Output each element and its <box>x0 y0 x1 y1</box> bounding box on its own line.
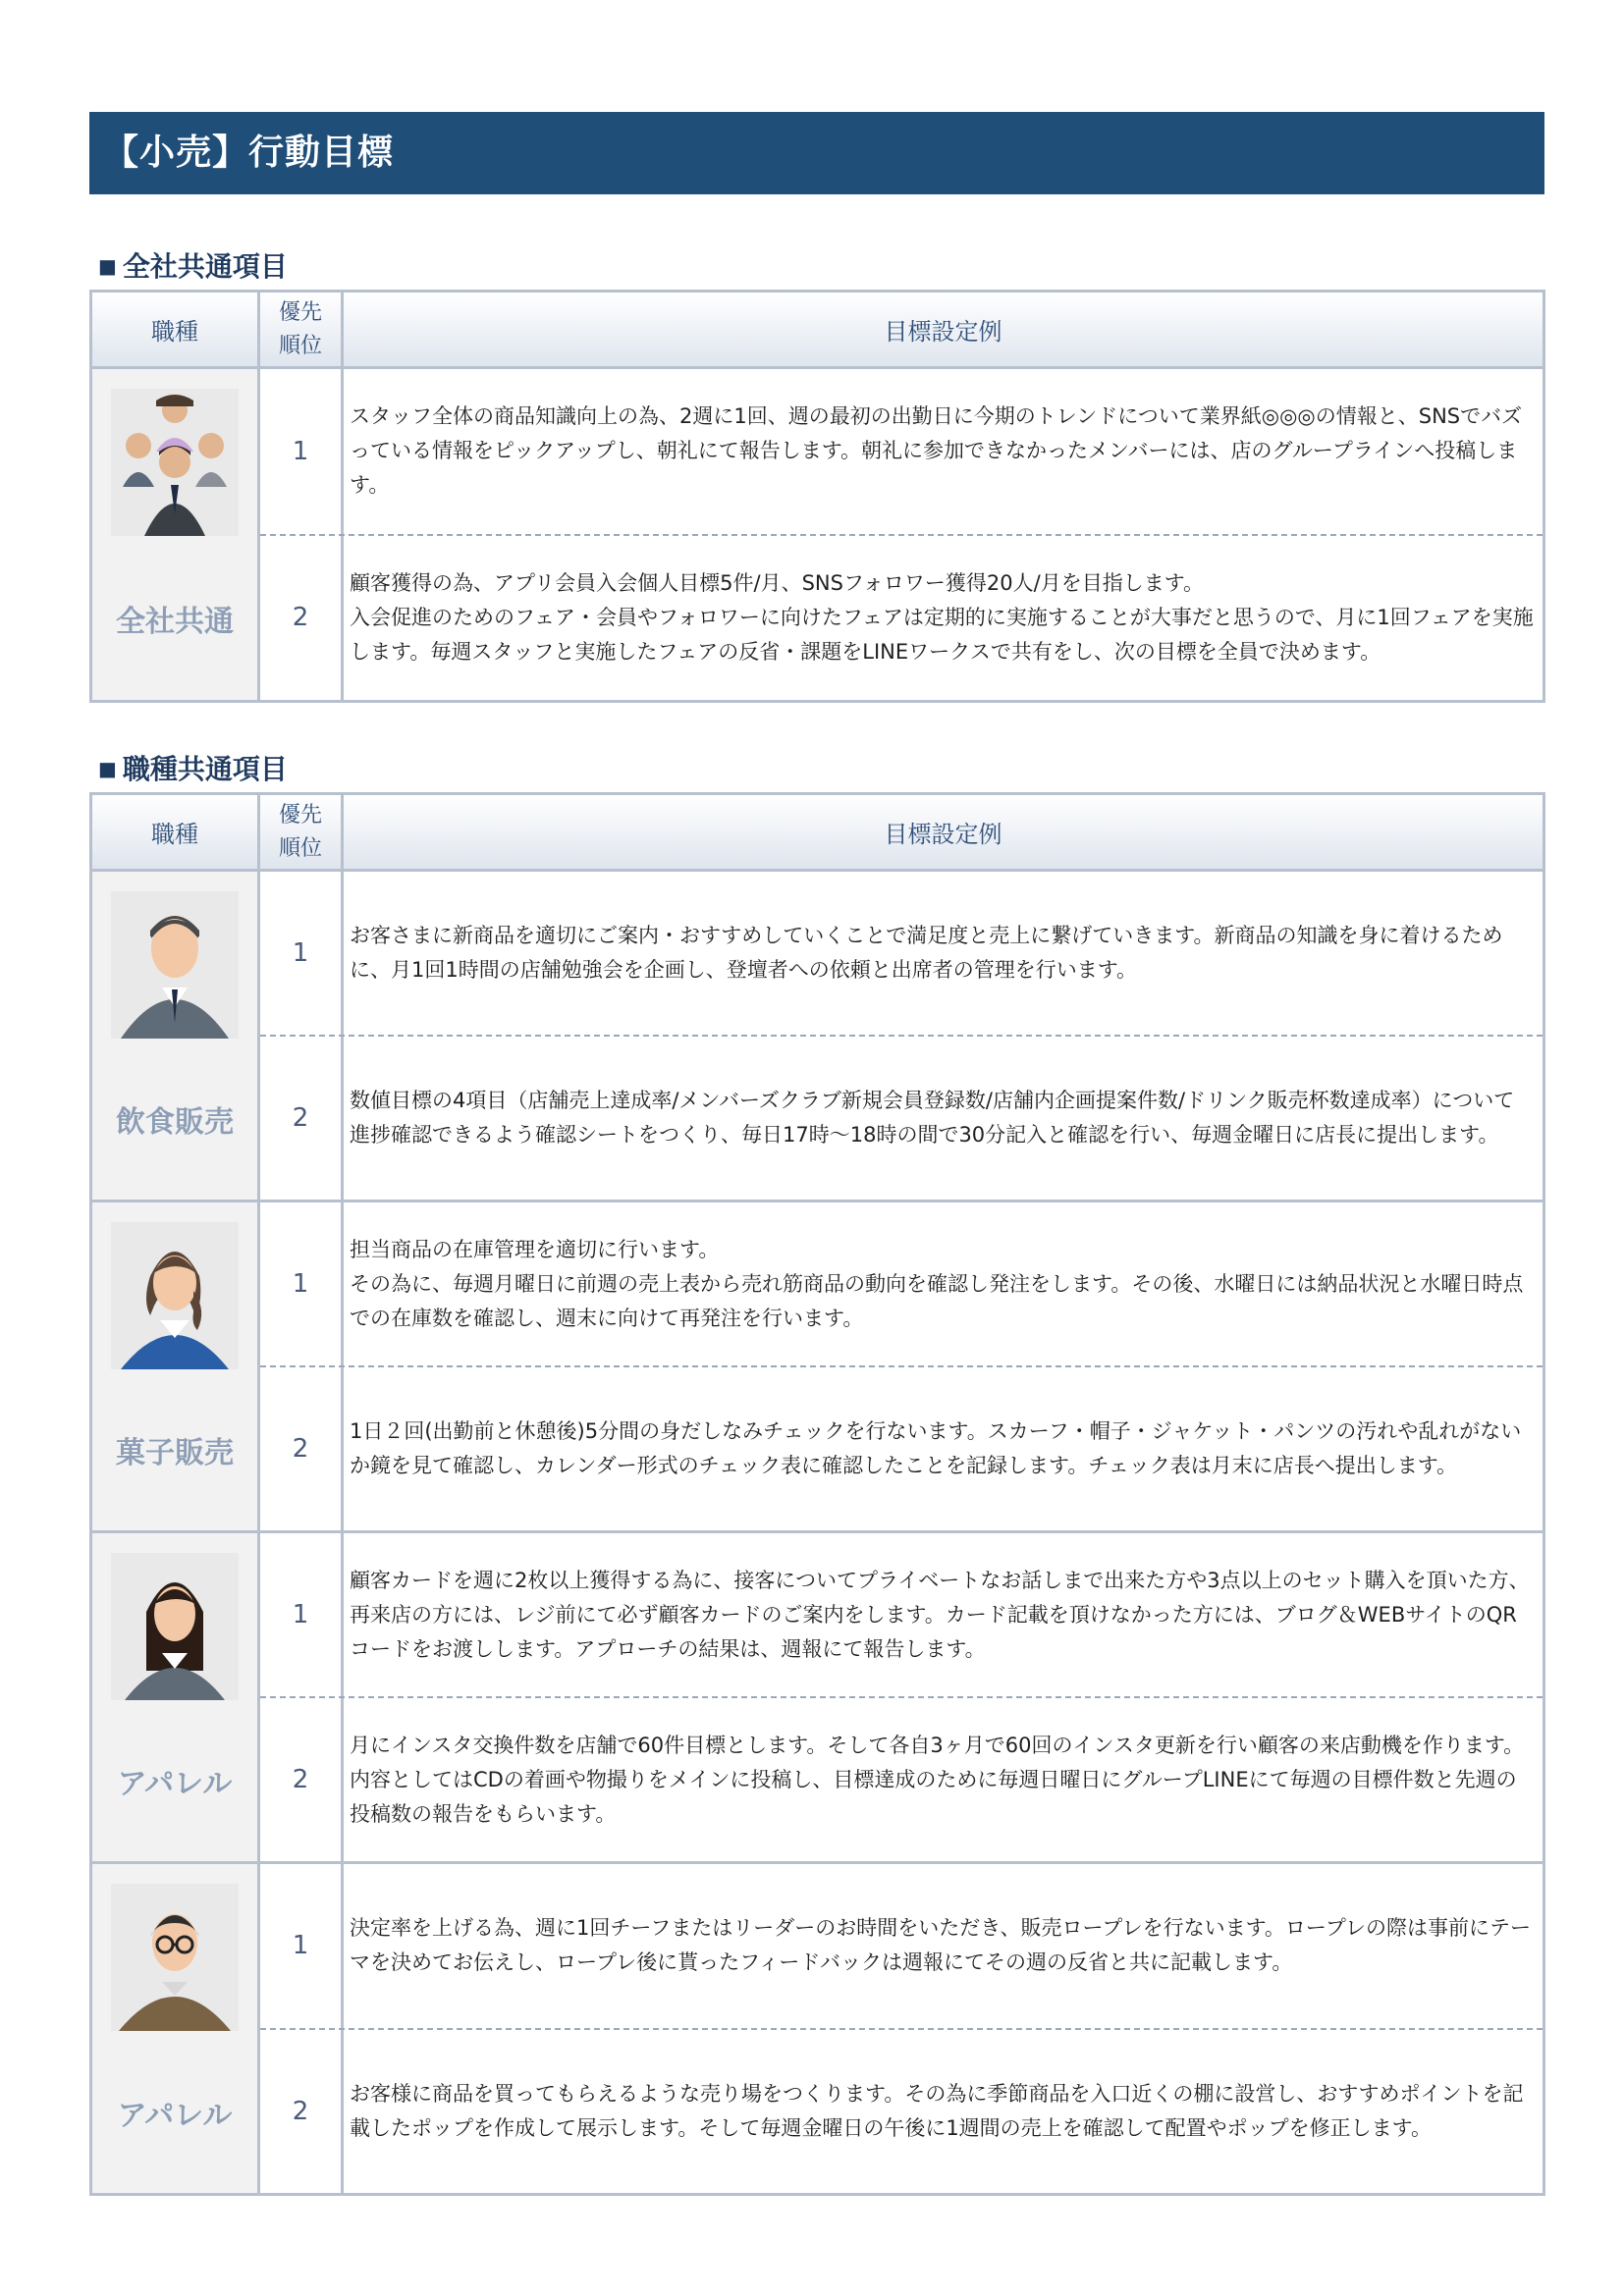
role-label: アパレル <box>117 1767 233 1801</box>
section-heading-label: 職種共通項目 <box>122 753 288 785</box>
priority-cell: 1 <box>260 872 344 1035</box>
priority-cell: 2 <box>260 1037 344 1200</box>
role-cell <box>92 1533 260 1861</box>
goal-rows <box>260 1864 1543 2193</box>
goal-rows <box>260 1202 1543 1530</box>
priority-cell: 1 <box>260 1202 344 1365</box>
goal-text: スタッフ全体の商品知識向上の為、2週に1回、週の最初の出勤日に今期のトレンドについて業界紙◎◎◎の情報と、SNSでバズっている情報をピックアップし、朝礼にて報告します。朝礼に参加できなかったメンバーには、店のグループラインへ投稿します。 <box>350 404 1523 498</box>
goal-text: 月にインスタ交換件数を店舗で60件目標とします。そして各自3ヶ月で60回のインスタ更新を行い顧客の来店動機を作ります。内容としてはCDの着画や物撮りをメインに投稿し、目標達成のために毎週日曜日にグループLINEにて毎週の目標件数と先週の投稿数の報告をもらいます。 <box>350 1733 1525 1826</box>
male-staff-avatar-icon <box>111 891 239 1039</box>
table-header <box>92 795 1543 872</box>
occupation-goals-table <box>89 792 1545 2196</box>
goal-rows <box>260 1533 1543 1861</box>
goal-text: 顧客獲得の為、アプリ会員入会個人目標5件/月、SNSフォロワー獲得20人/月を目指します。 入会促進のためのフェア・会員やフォロワーに向けたフェアは定期的に実施することが大事だと思うので、月に1回フェアを実施します。毎週スタッフと実施したフェアの反省・課題をLINEワークスで共有をし、次の目標を全員で決めます。 <box>350 570 1534 664</box>
priority-cell: 2 <box>260 536 344 701</box>
goal-text: 1日２回(出勤前と休憩後)5分間の身だしなみチェックを行ないます。スカーフ・帽子・ジャケット・パンツの汚れや乱れがないか鏡を見て確認し、カレンダー形式のチェック表に確認したことを記録します。チェック表は月末に店長へ提出します。 <box>350 1419 1522 1477</box>
role-group <box>92 369 1543 700</box>
goal-row <box>260 2028 1543 2194</box>
goal-row <box>260 1864 1543 2028</box>
role-label: 全社共通 <box>116 604 234 639</box>
header-priority: 優先 順位 <box>260 293 344 366</box>
female-long-hair-avatar-icon <box>111 1553 239 1700</box>
role-group <box>92 1202 1543 1533</box>
header-role: 職種 <box>92 795 260 869</box>
section-heading-label: 全社共通項目 <box>122 250 288 283</box>
goal-row <box>260 1533 1543 1696</box>
section-heading-occupation <box>98 748 288 787</box>
header-goal: 目標設定例 <box>884 821 1002 848</box>
role-group <box>92 1864 1543 2193</box>
priority-cell: 1 <box>260 1533 344 1696</box>
goal-row <box>260 872 1543 1035</box>
goal-row <box>260 1202 1543 1365</box>
header-role: 職種 <box>92 293 260 366</box>
role-label: アパレル <box>117 2098 233 2133</box>
header-priority: 優先 順位 <box>260 795 344 869</box>
male-glasses-avatar-icon <box>111 1884 239 2031</box>
goal-row <box>260 1035 1543 1200</box>
role-group <box>92 1533 1543 1864</box>
role-group <box>92 872 1543 1202</box>
goal-row <box>260 534 1543 701</box>
page-title: 【小売】行動目標 <box>89 112 1544 194</box>
role-label: 飲食販売 <box>116 1105 234 1140</box>
table-header <box>92 293 1543 369</box>
priority-cell: 2 <box>260 1698 344 1861</box>
role-label: 菓子販売 <box>116 1436 234 1470</box>
goal-row <box>260 1365 1543 1530</box>
goal-text: 決定率を上げる為、週に1回チーフまたはリーダーのお時間をいただき、販売ロープレを行ないます。ロープレの際は事前にテーマを決めてお伝えし、ロープレ後に貰ったフィードバックは週報にてその週の反省と共に記載します。 <box>350 1916 1532 1975</box>
priority-cell: 1 <box>260 1864 344 2028</box>
role-cell <box>92 1202 260 1530</box>
goal-row <box>260 1696 1543 1861</box>
square-bullet-icon: ■ <box>98 254 117 278</box>
section-heading-company <box>98 245 288 285</box>
priority-cell: 2 <box>260 2030 344 2194</box>
header-goal: 目標設定例 <box>884 318 1002 346</box>
goal-text: 担当商品の在庫管理を適切に行います。 その為に、毎週月曜日に前週の売上表から売れ筋商品の動向を確認し発注をします。その後、水曜日には納品状況と水曜日時点での在庫数を確認し、週末に向けて再発注を行います。 <box>350 1237 1524 1330</box>
goal-text: お客様に商品を買ってもらえるような売り場をつくります。その為に季節商品を入口近くの棚に設営し、おすすめポイントを記載したポップを作成して展示します。そして毎週金曜日の午後に1週間の売上を確認して配置やポップを修正します。 <box>350 2081 1524 2140</box>
goal-text: 数値目標の4項目（店舗売上達成率/メンバーズクラブ新規会員登録数/店舗内企画提案件数/ドリンク販売杯数達成率）について進捗確認できるよう確認シートをつくり、毎日17時～18時の間で30分記入と確認を行い、毎週金曜日に店長に提出します。 <box>350 1089 1515 1147</box>
goal-rows <box>260 872 1543 1200</box>
group-people-icon <box>111 389 239 536</box>
goal-rows <box>260 369 1543 700</box>
role-cell <box>92 872 260 1200</box>
role-cell <box>92 369 260 700</box>
square-bullet-icon: ■ <box>98 757 117 780</box>
company-goals-table <box>89 290 1545 703</box>
goal-row <box>260 369 1543 534</box>
role-cell <box>92 1864 260 2193</box>
female-staff-avatar-icon <box>111 1222 239 1369</box>
goal-text: 顧客カードを週に2枚以上獲得する為に、接客についてプライベートなお話しまで出来た方や3点以上のセット購入を頂いた方、再来店の方には、レジ前にて必ず顧客カードのご案内をします。カード記載を頂けなかった方には、ブログ＆WEBサイトのQRコードをお渡しします。アプローチの結果は、週報にて報告します。 <box>350 1568 1530 1661</box>
goal-text: お客さまに新商品を適切にご案内・おすすめしていくことで満足度と売上に繋げていきます。新商品の知識を身に着けるために、月1回1時間の店舗勉強会を企画し、登壇者への依頼と出席者の管理を行います。 <box>350 924 1503 982</box>
priority-cell: 1 <box>260 369 344 534</box>
priority-cell: 2 <box>260 1367 344 1530</box>
